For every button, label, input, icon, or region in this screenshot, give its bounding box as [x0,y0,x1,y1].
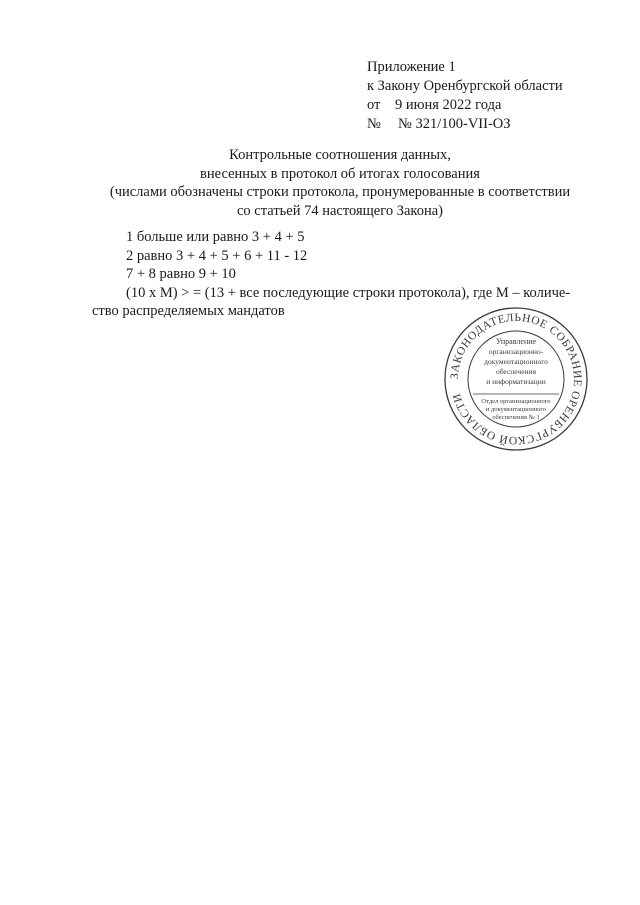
document-title [80,146,600,220]
seal-inner-text [481,337,550,421]
number-label: № [367,116,381,132]
seal-line-3: документационного [484,357,548,366]
relation-3: 7 + 8 равно 9 + 10 [126,266,236,282]
official-seal-stamp [441,304,591,454]
seal-line-4: обеспечения [495,367,537,376]
relation-2: 2 равно 3 + 4 + 5 + 6 + 11 - 12 [126,247,308,264]
seal-line-2: организационно- [488,347,544,356]
appendix-number-row [367,115,563,134]
appendix-date-row [367,96,563,115]
date-label: от [367,97,381,113]
relation-1: 1 больше или равно 3 + 4 + 5 [126,229,305,245]
seal-line-7: и документационного [485,406,547,413]
seal-line-1: Управление [495,337,537,346]
seal-ring-text: ЗАКОНОДАТЕЛЬНОЕ СОБРАНИЕ ОРЕНБУРГСКОЙ ОБЛАСТИ [448,311,584,447]
title-line-2: внесенных в протокол об итогах голосования [200,165,480,182]
title-line-4: со статьей 74 настоящего Закона) [237,202,443,219]
date-value: 9 июня 2022 года [395,97,502,113]
seal-line-5: и информатизации [486,377,546,386]
appendix-law-reference: к Закону Оренбургской области [367,78,563,94]
number-value: № 321/100-VII-ОЗ [398,116,511,132]
relation-4-continuation: ство распределяемых мандатов [92,303,285,319]
relation-4: (10 х М) > = (13 + все последующие строки протокола), где М – количе- [126,284,571,301]
seal-line-8: обеспечения № 1 [492,414,540,421]
seal-svg [441,304,591,454]
title-line-3: (числами обозначены строки протокола, пронумерованные в соответствии [109,184,571,200]
appendix-title: Приложение 1 [367,59,456,75]
seal-line-6: Отдел организационного [481,398,551,405]
appendix-header [367,58,563,134]
title-line-1: Контрольные соотношения данных, [229,147,451,163]
